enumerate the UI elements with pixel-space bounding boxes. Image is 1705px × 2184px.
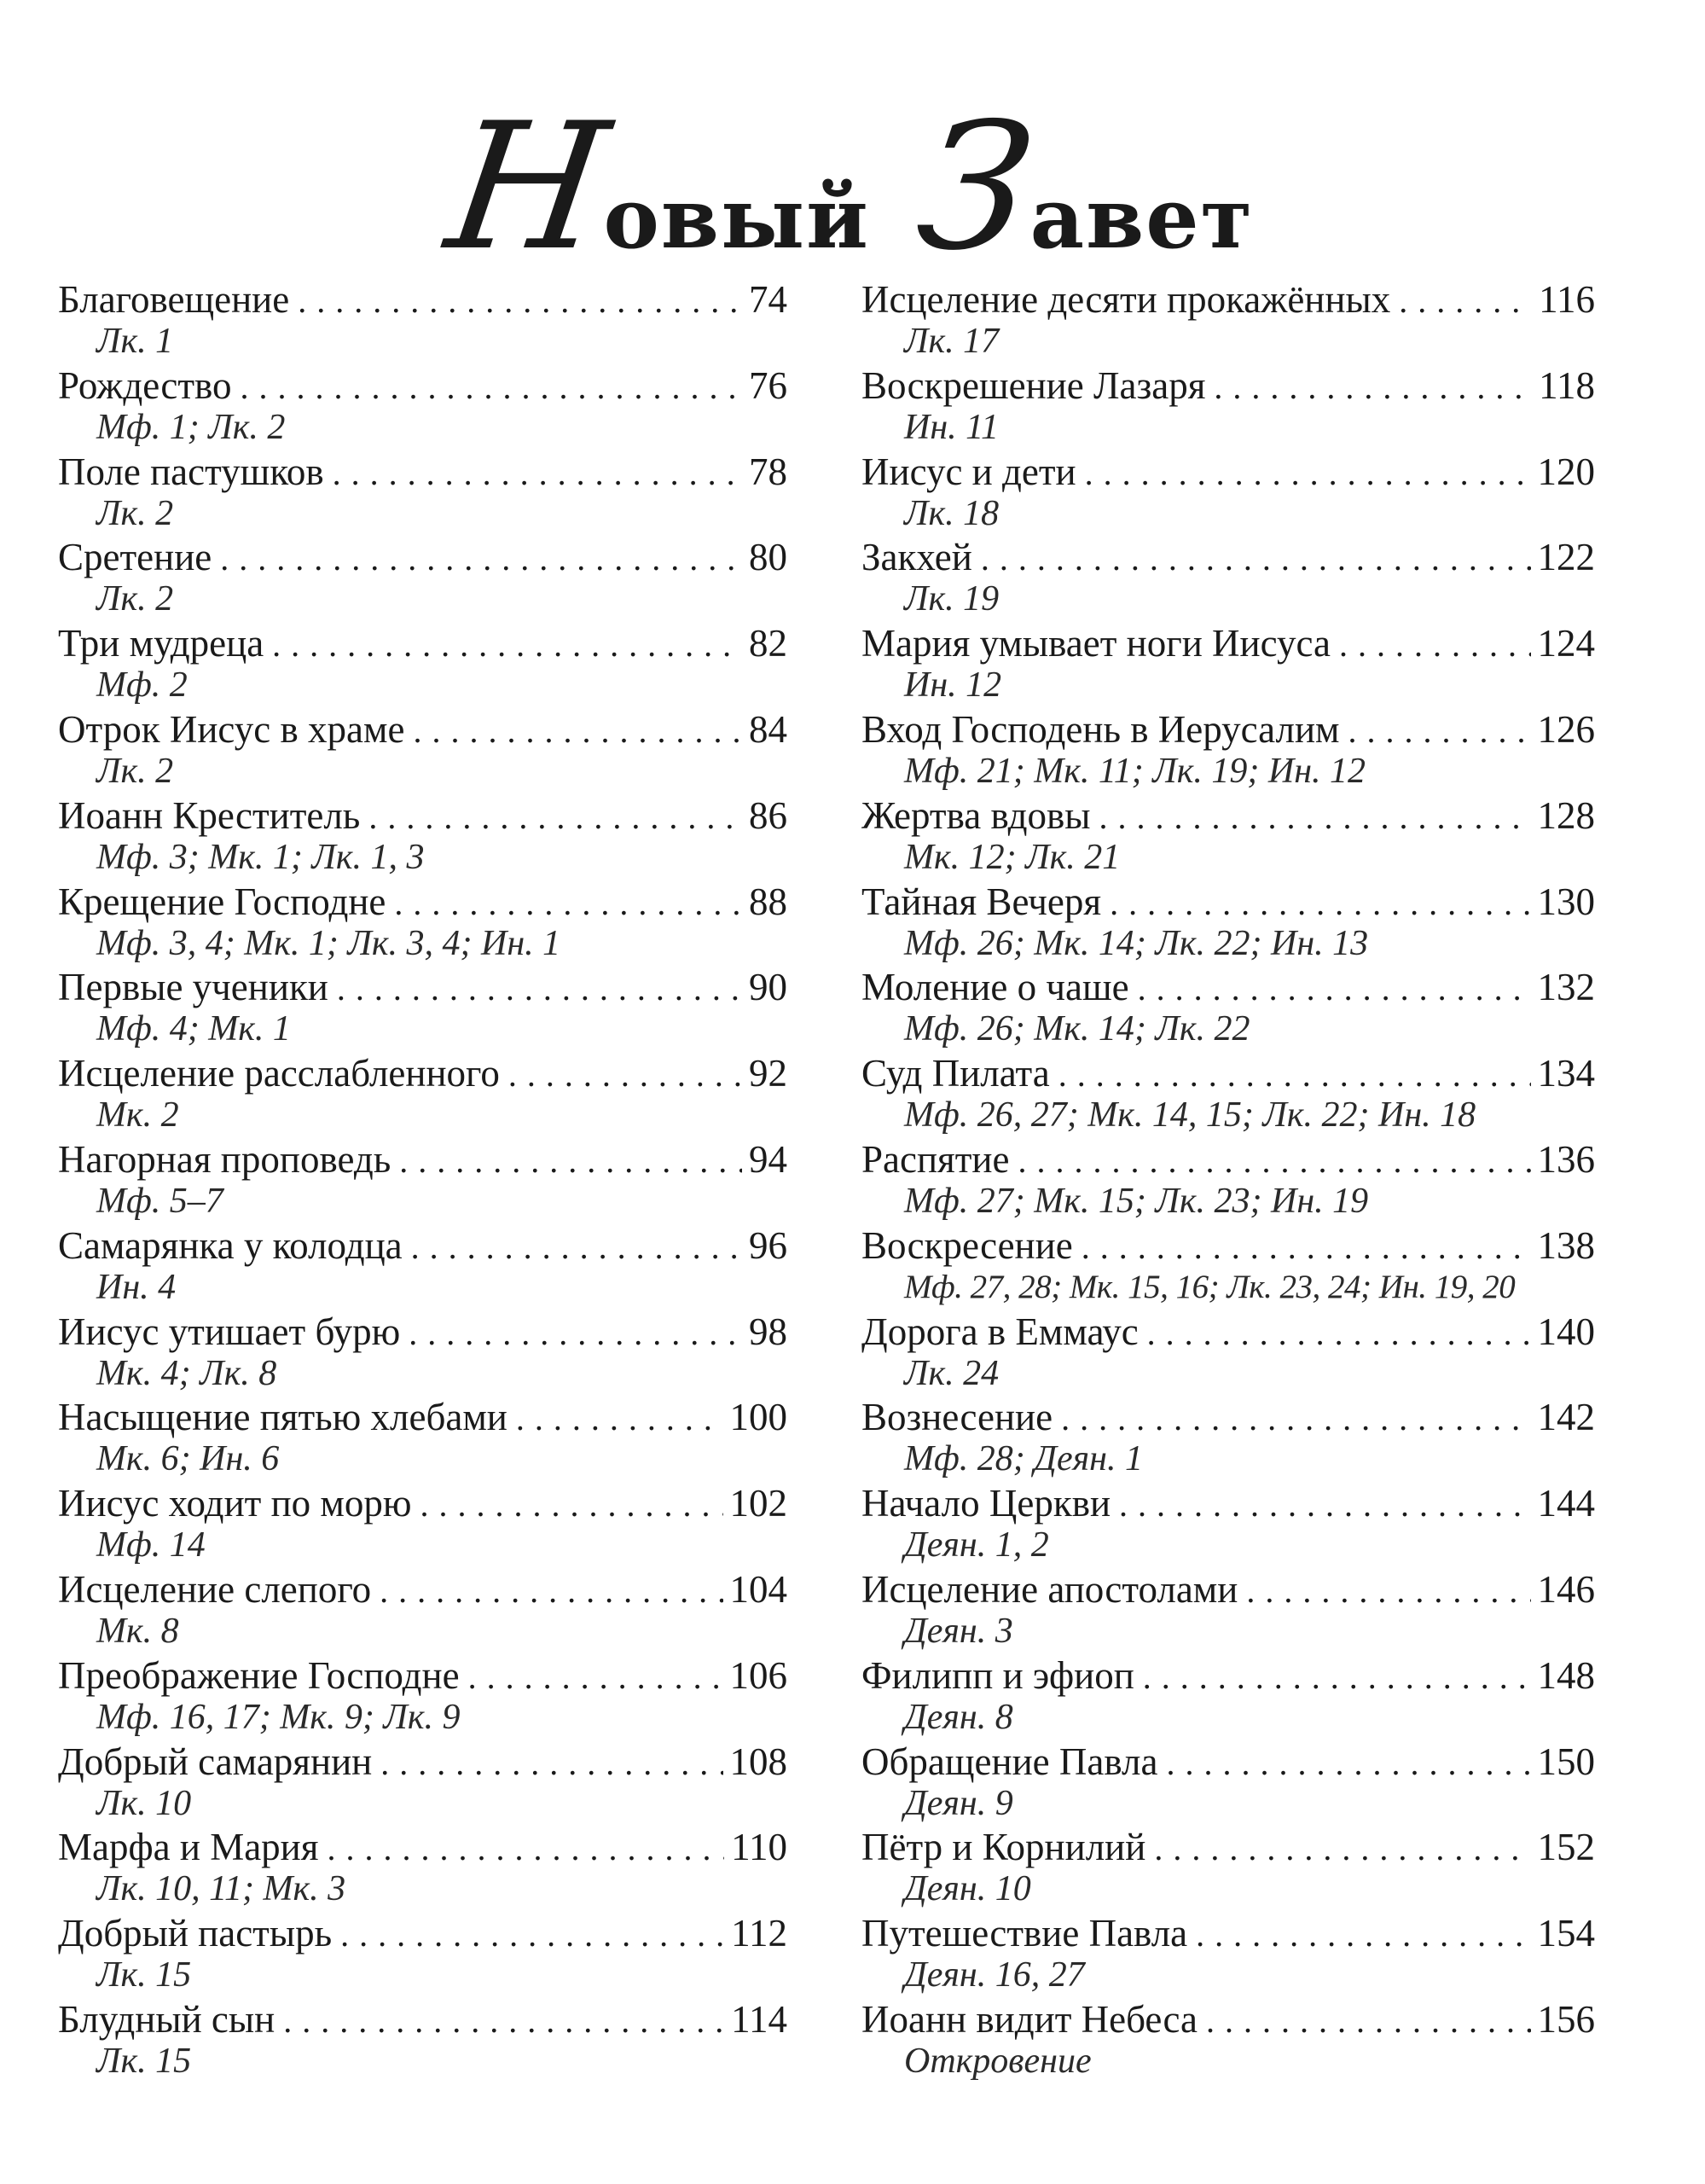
- toc-entry-page-number: 98: [749, 1310, 787, 1353]
- toc-entry-scripture-ref: Лк. 2: [96, 579, 174, 619]
- title-word1-initial: Н: [437, 86, 618, 289]
- toc-entry[interactable]: [861, 1825, 1595, 1911]
- toc-right-column: [861, 277, 1595, 2083]
- toc-entry-line: [58, 1653, 787, 1698]
- toc-entry-title: Исцеление расслабленного: [58, 1052, 500, 1095]
- toc-entry[interactable]: [58, 363, 787, 450]
- toc-entry-line: [58, 880, 787, 924]
- dot-leader: [1099, 795, 1530, 839]
- title-word2-rest: авет: [1029, 170, 1255, 268]
- toc-entry-scripture-ref: Лк. 15: [96, 1955, 192, 1995]
- toc-entry-scripture-ref: Лк. 17: [904, 322, 1000, 361]
- toc-entry[interactable]: [58, 277, 787, 363]
- toc-entry-scripture-ref: Мф. 3, 4; Мк. 1; Лк. 3, 4; Ин. 1: [96, 923, 561, 963]
- toc-entry-title: Добрый самарянин: [58, 1740, 373, 1783]
- toc-entry[interactable]: [58, 1395, 787, 1481]
- toc-entry-title: Иисус и дети: [861, 450, 1076, 493]
- toc-entry-line: [58, 450, 787, 494]
- toc-entry-line: [861, 277, 1595, 322]
- toc-entry-line: [58, 707, 787, 752]
- toc-entry-scripture-ref: Мк. 12; Лк. 21: [904, 837, 1121, 877]
- toc-entry-line: [58, 965, 787, 1009]
- toc-entry-title: Тайная Вечеря: [861, 880, 1102, 923]
- toc-entry-title: Путешествие Павла: [861, 1912, 1188, 1955]
- toc-entry-line: [861, 1051, 1595, 1095]
- toc-entry-scripture-ref: Ин. 4: [96, 1267, 177, 1307]
- toc-entry-scripture-ref: Деян. 10: [904, 1869, 1031, 1909]
- toc-entry[interactable]: [58, 621, 787, 707]
- toc-entry-title: Пётр и Корнилий: [861, 1826, 1146, 1869]
- toc-entry-scripture-ref: Мф. 14: [96, 1525, 206, 1565]
- toc-entry[interactable]: [861, 1911, 1595, 1997]
- toc-entry-line: [58, 535, 787, 579]
- toc-entry-line: [861, 450, 1595, 494]
- toc-entry[interactable]: [58, 707, 787, 793]
- toc-entry[interactable]: [58, 450, 787, 536]
- toc-entry-line: [861, 793, 1595, 838]
- toc-entry-title: Моление о чаше: [861, 966, 1129, 1009]
- toc-entry-line: [58, 363, 787, 408]
- toc-entry-scripture-ref: Лк. 18: [904, 493, 1000, 533]
- title-word2-initial: З: [907, 86, 1045, 289]
- toc-entry-title: Добрый пастырь: [58, 1912, 333, 1955]
- toc-entry[interactable]: [58, 1653, 787, 1740]
- toc-entry-page-number: 130: [1537, 880, 1595, 923]
- toc-entry-page-number: 156: [1537, 1997, 1595, 2041]
- toc-entry-page-number: 102: [729, 1482, 787, 1525]
- toc-entry[interactable]: [861, 621, 1595, 707]
- dot-leader: [468, 1655, 723, 1699]
- toc-entry[interactable]: [58, 1567, 787, 1653]
- toc-entry-scripture-ref: Мф. 2: [96, 665, 188, 706]
- toc-entry-title: Благовещение: [58, 278, 290, 321]
- dot-leader: [1119, 1483, 1530, 1527]
- toc-entry-page-number: 108: [729, 1740, 787, 1783]
- toc-entry[interactable]: [861, 880, 1595, 966]
- dot-leader: [340, 1913, 724, 1957]
- toc-entry-page-number: 88: [749, 880, 787, 923]
- dot-leader: [1339, 623, 1531, 667]
- dot-leader: [368, 795, 742, 839]
- toc-entry-title: Крещение Господне: [58, 880, 386, 923]
- toc-entry-page-number: 100: [729, 1396, 787, 1439]
- toc-entry[interactable]: [58, 1997, 787, 2083]
- toc-entry-line: [58, 1911, 787, 1955]
- dot-leader: [1143, 1655, 1531, 1699]
- toc-entry-title: Самарянка у колодца: [58, 1223, 403, 1267]
- page-title: [0, 86, 1705, 289]
- toc-entry[interactable]: [58, 793, 787, 880]
- toc-entry-scripture-ref: Деян. 3: [904, 1611, 1013, 1651]
- toc-entry-line: [58, 793, 787, 838]
- title-word1-rest: овый: [603, 170, 870, 268]
- toc-entry-title: Насыщение пятью хлебами: [58, 1396, 507, 1439]
- toc-entry-line: [58, 1825, 787, 1869]
- toc-entry-line: [861, 1223, 1595, 1268]
- toc-entry-title: Иоанн Креститель: [58, 793, 361, 837]
- dot-leader: [283, 1999, 724, 2043]
- toc-left-column: [58, 277, 787, 2083]
- toc-entry-page-number: 140: [1537, 1310, 1595, 1353]
- toc-entry-scripture-ref: Мф. 26; Мк. 14; Лк. 22; Ин. 13: [904, 923, 1369, 963]
- toc-entry-page-number: 110: [731, 1826, 787, 1869]
- toc-entry-title: Три мудреца: [58, 622, 264, 665]
- toc-entry[interactable]: [58, 1911, 787, 1997]
- toc-entry[interactable]: [58, 535, 787, 621]
- toc-entry-title: Воскресение: [861, 1223, 1073, 1267]
- toc-entry[interactable]: [861, 1997, 1595, 2083]
- toc-entry[interactable]: [861, 1051, 1595, 1137]
- toc-entry-line: [861, 1137, 1595, 1182]
- toc-entry-page-number: 136: [1537, 1137, 1595, 1181]
- toc-entry-line: [861, 707, 1595, 752]
- toc-entry-scripture-ref: Откровение: [904, 2041, 1092, 2081]
- toc-entry-scripture-ref: Мф. 1; Лк. 2: [96, 407, 286, 447]
- dot-leader: [1110, 881, 1530, 926]
- toc-entry-title: Распятие: [861, 1137, 1010, 1181]
- toc-entry-title: Сретение: [58, 536, 212, 579]
- toc-entry-page-number: 128: [1537, 793, 1595, 837]
- toc-entry[interactable]: [861, 1567, 1595, 1653]
- toc-entry-title: Закхей: [861, 536, 972, 579]
- dot-leader: [1082, 1225, 1531, 1269]
- toc-entry-page-number: 134: [1537, 1052, 1595, 1095]
- toc-entry-title: Филипп и эфиоп: [861, 1653, 1134, 1697]
- toc-entry-page-number: 84: [749, 707, 787, 751]
- toc-entry-title: Первые ученики: [58, 966, 328, 1009]
- toc-entry-line: [58, 1997, 787, 2042]
- toc-entry[interactable]: [58, 1481, 787, 1567]
- toc-entry-scripture-ref: Мк. 2: [96, 1095, 179, 1136]
- toc-entry-page-number: 146: [1537, 1567, 1595, 1611]
- toc-entry-scripture-ref: Лк. 2: [96, 493, 174, 533]
- toc-entry-page-number: 118: [1539, 363, 1595, 407]
- toc-entry[interactable]: [58, 965, 787, 1051]
- toc-entry[interactable]: [58, 1310, 787, 1396]
- toc-entry-scripture-ref: Мф. 26; Мк. 14; Лк. 22: [904, 1009, 1250, 1049]
- toc-entry[interactable]: [861, 450, 1595, 536]
- toc-entry-line: [861, 1567, 1595, 1612]
- toc-entry-line: [861, 1740, 1595, 1784]
- dot-leader: [1154, 1827, 1530, 1871]
- dot-leader: [516, 1397, 723, 1441]
- dot-leader: [411, 1225, 742, 1269]
- toc-entry-line: [861, 1653, 1595, 1698]
- toc-entry-title: Иисус утишает бурю: [58, 1310, 401, 1353]
- toc-entry-scripture-ref: Деян. 9: [904, 1783, 1013, 1823]
- toc-entry-title: Отрок Иисус в храме: [58, 707, 405, 751]
- toc-entry[interactable]: [861, 1310, 1595, 1396]
- toc-entry-page-number: 80: [749, 536, 787, 579]
- toc-entry[interactable]: [861, 793, 1595, 880]
- toc-entry-scripture-ref: Лк. 24: [904, 1353, 1000, 1393]
- toc-entry-line: [58, 1567, 787, 1612]
- dot-leader: [1348, 709, 1531, 753]
- toc-entry-line: [58, 1137, 787, 1182]
- dot-leader: [1399, 279, 1532, 323]
- toc-entry-page-number: 142: [1537, 1396, 1595, 1439]
- toc-entry-line: [58, 1740, 787, 1784]
- toc-entry[interactable]: [861, 363, 1595, 450]
- toc-entry-page-number: 132: [1537, 966, 1595, 1009]
- toc-entry-page-number: 96: [749, 1223, 787, 1267]
- dot-leader: [337, 967, 742, 1011]
- toc-entry-line: [58, 1223, 787, 1268]
- toc-entry-scripture-ref: Мф. 16, 17; Мк. 9; Лк. 9: [96, 1697, 461, 1737]
- dot-leader: [240, 365, 742, 410]
- toc-entry-scripture-ref: Мф. 3; Мк. 1; Лк. 1, 3: [96, 837, 425, 877]
- toc-entry-page-number: 106: [729, 1653, 787, 1697]
- toc-entry-title: Исцеление десяти прокажённых: [861, 278, 1391, 321]
- toc-entry-scripture-ref: Деян. 1, 2: [904, 1525, 1049, 1565]
- toc-entry-page-number: 124: [1537, 622, 1595, 665]
- dot-leader: [1214, 365, 1532, 410]
- toc-entry-scripture-ref: Мк. 6; Ин. 6: [96, 1439, 280, 1479]
- dot-leader: [1196, 1913, 1530, 1957]
- toc-entry-title: Поле пастушков: [58, 450, 324, 493]
- dot-leader: [380, 1741, 722, 1786]
- toc-entry-line: [861, 1310, 1595, 1354]
- toc-entry-line: [58, 277, 787, 322]
- toc-entry-line: [861, 1997, 1595, 2042]
- toc-entry-title: Рождество: [58, 363, 232, 407]
- toc-entry-page-number: 76: [749, 363, 787, 407]
- toc-entry-page-number: 112: [731, 1912, 787, 1955]
- toc-entry-page-number: 120: [1537, 450, 1595, 493]
- toc-entry-page-number: 116: [1539, 278, 1595, 321]
- toc-entry-title: Обращение Павла: [861, 1740, 1158, 1783]
- toc-entry[interactable]: [861, 1137, 1595, 1223]
- toc-entry-page-number: 94: [749, 1137, 787, 1181]
- toc-entry-page-number: 78: [749, 450, 787, 493]
- toc-entry-line: [58, 1481, 787, 1525]
- toc-entry-scripture-ref: Ин. 12: [904, 665, 1002, 706]
- dot-leader: [272, 623, 742, 667]
- toc-entry-scripture-ref: Ин. 11: [904, 407, 1000, 447]
- dot-leader: [981, 537, 1531, 581]
- dot-leader: [409, 1311, 742, 1356]
- toc-entry[interactable]: [58, 1740, 787, 1826]
- toc-entry[interactable]: [58, 1223, 787, 1310]
- toc-entry[interactable]: [861, 1740, 1595, 1826]
- toc-entry-scripture-ref: Мк. 4; Лк. 8: [96, 1353, 277, 1393]
- toc-entry-line: [861, 1825, 1595, 1869]
- toc-entry-scripture-ref: Лк. 10, 11; Мк. 3: [96, 1869, 346, 1909]
- toc-entry-line: [861, 1395, 1595, 1439]
- toc-entry[interactable]: [861, 1223, 1595, 1310]
- toc-entry-title: Начало Церкви: [861, 1482, 1111, 1525]
- toc-entry-title: Жертва вдовы: [861, 793, 1091, 837]
- dot-leader: [394, 881, 742, 926]
- toc-entry-title: Вход Господень в Иерусалим: [861, 707, 1340, 751]
- toc-entry-line: [861, 965, 1595, 1009]
- toc-entry[interactable]: [861, 1653, 1595, 1740]
- toc-entry-line: [58, 1310, 787, 1354]
- toc-entry-line: [861, 363, 1595, 408]
- toc-entry-line: [861, 535, 1595, 579]
- dot-leader: [380, 1569, 722, 1613]
- toc-entry-line: [58, 1051, 787, 1095]
- toc-entry-title: Иисус ходит по морю: [58, 1482, 412, 1525]
- toc-entry-page-number: 90: [749, 966, 787, 1009]
- toc-entry[interactable]: [58, 1137, 787, 1223]
- toc-entry-title: Блудный сын: [58, 1997, 275, 2041]
- dot-leader: [508, 1053, 742, 1097]
- dot-leader: [327, 1827, 724, 1871]
- toc-entry-scripture-ref: Лк. 15: [96, 2041, 192, 2081]
- toc-entry-line: [861, 621, 1595, 665]
- toc-entry-title: Вознесение: [861, 1396, 1053, 1439]
- toc-entry-page-number: 148: [1537, 1653, 1595, 1697]
- toc-entry-page-number: 86: [749, 793, 787, 837]
- toc-entry-scripture-ref: Деян. 16, 27: [904, 1955, 1085, 1995]
- toc-entry-title: Иоанн видит Небеса: [861, 1997, 1198, 2041]
- toc-entry-page-number: 122: [1537, 536, 1595, 579]
- toc-entry-title: Дорога в Еммаус: [861, 1310, 1139, 1353]
- toc-entry-title: Суд Пилата: [861, 1052, 1050, 1095]
- toc-entry-title: Мария умывает ноги Иисуса: [861, 622, 1331, 665]
- dot-leader: [1061, 1397, 1530, 1441]
- toc-entry-page-number: 152: [1537, 1826, 1595, 1869]
- toc-entry[interactable]: [861, 1395, 1595, 1481]
- toc-entry-page-number: 104: [729, 1567, 787, 1611]
- dot-leader: [1018, 1139, 1530, 1183]
- toc-entry-scripture-ref: Лк. 2: [96, 751, 174, 791]
- toc-entry-scripture-ref: Мф. 27; Мк. 15; Лк. 23; Ин. 19: [904, 1181, 1369, 1221]
- toc-entry-line: [861, 880, 1595, 924]
- dot-leader: [298, 279, 742, 323]
- toc-entry-title: Нагорная проповедь: [58, 1137, 391, 1181]
- toc-entry-page-number: 154: [1537, 1912, 1595, 1955]
- toc-entry-scripture-ref: Лк. 10: [96, 1783, 192, 1823]
- toc-entry-scripture-ref: Мф. 26, 27; Мк. 14, 15; Лк. 22; Ин. 18: [904, 1095, 1476, 1136]
- toc-entry-scripture-ref: Лк. 19: [904, 579, 1000, 619]
- toc-entry-scripture-ref: Деян. 8: [904, 1697, 1013, 1737]
- toc-entry-page-number: 126: [1537, 707, 1595, 751]
- dot-leader: [413, 709, 742, 753]
- dot-leader: [1166, 1741, 1530, 1786]
- dot-leader: [1138, 967, 1531, 1011]
- toc-entry[interactable]: [861, 965, 1595, 1051]
- toc-entry-line: [58, 621, 787, 665]
- toc-entry-line: [861, 1911, 1595, 1955]
- dot-leader: [1246, 1569, 1530, 1613]
- dot-leader: [1147, 1311, 1531, 1356]
- toc-entry-page-number: 74: [749, 278, 787, 321]
- toc-entry[interactable]: [58, 1051, 787, 1137]
- toc-entry-scripture-ref: Мф. 27, 28; Мк. 15, 16; Лк. 23, 24; Ин. 19, 20: [904, 1268, 1516, 1305]
- toc-entry-title: Воскрешение Лазаря: [861, 363, 1206, 407]
- toc-entry-page-number: 138: [1537, 1223, 1595, 1267]
- dot-leader: [333, 451, 742, 496]
- toc-entry-title: Исцеление слепого: [58, 1567, 372, 1611]
- toc-entry-line: [58, 1395, 787, 1439]
- toc-entry-scripture-ref: Мф. 21; Мк. 11; Лк. 19; Ин. 12: [904, 751, 1366, 791]
- toc-entry-page-number: 92: [749, 1052, 787, 1095]
- toc-entry-line: [861, 1481, 1595, 1525]
- toc-entry-page-number: 82: [749, 622, 787, 665]
- dot-leader: [1085, 451, 1531, 496]
- dot-leader: [1058, 1053, 1531, 1097]
- toc-entry-scripture-ref: Мк. 8: [96, 1611, 179, 1651]
- toc-entry-page-number: 144: [1537, 1482, 1595, 1525]
- toc-entry-title: Преображение Господне: [58, 1653, 460, 1697]
- toc-entry[interactable]: [58, 880, 787, 966]
- toc-entry[interactable]: [861, 535, 1595, 621]
- toc-entry-page-number: 114: [731, 1997, 787, 2041]
- toc-entry-page-number: 150: [1537, 1740, 1595, 1783]
- dot-leader: [399, 1139, 742, 1183]
- toc-entry[interactable]: [58, 1825, 787, 1911]
- dot-leader: [420, 1483, 723, 1527]
- toc-entry[interactable]: [861, 1481, 1595, 1567]
- toc-entry[interactable]: [861, 707, 1595, 793]
- toc-entry-scripture-ref: Мф. 5–7: [96, 1181, 223, 1221]
- toc-entry-scripture-ref: Мф. 4; Мк. 1: [96, 1009, 291, 1049]
- dot-leader: [220, 537, 742, 581]
- toc-entry-scripture-ref: Лк. 1: [96, 322, 174, 361]
- dot-leader: [1206, 1999, 1531, 2043]
- toc-entry-scripture-ref: Мф. 28; Деян. 1: [904, 1439, 1144, 1479]
- toc-entry-title: Марфа и Мария: [58, 1826, 319, 1869]
- toc-entry-title: Исцеление апостолами: [861, 1567, 1238, 1611]
- toc-entry[interactable]: [861, 277, 1595, 363]
